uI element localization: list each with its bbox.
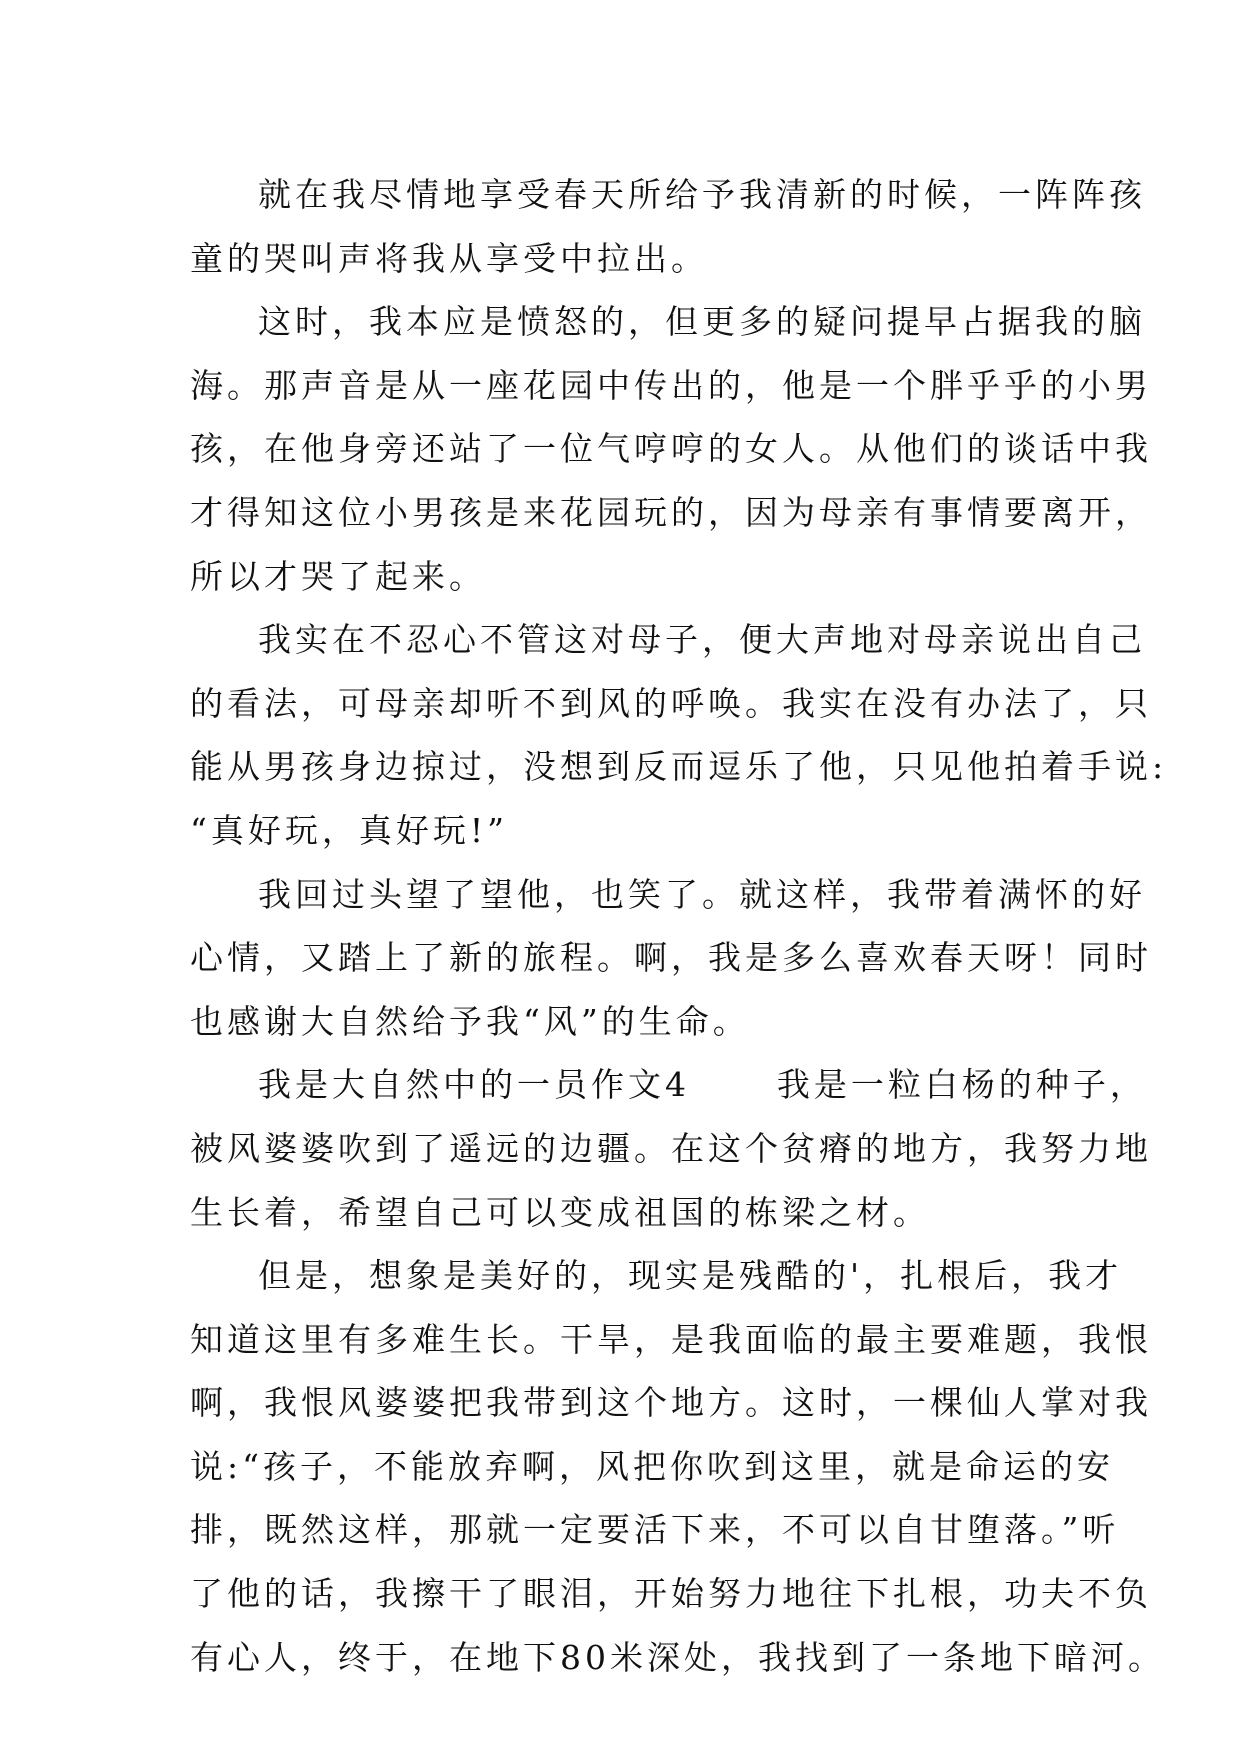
text-line: 心情，又踏上了新的旅程。啊，我是多么喜欢春天呀！同时 [190, 938, 1152, 978]
essay-body [190, 163, 1168, 1689]
text-line: 啊，我恨风婆婆把我带到这个地方。这时，一棵仙人掌对我 [190, 1383, 1152, 1423]
text-line: 我是大自然中的一员作文4 我是一粒白杨的种子， [258, 1065, 1147, 1105]
text-line: 就在我尽情地享受春天所给予我清新的时候，一阵阵孩 [258, 175, 1146, 214]
text-line: 说:“孩子，不能放弃啊，风把你吹到这里，就是命运的安 [190, 1446, 1114, 1486]
text-line: 被风婆婆吹到了遥远的边疆。在这个贫瘠的地方，我努力地 [190, 1128, 1152, 1168]
text-line: 知道这里有多难生长。干旱，是我面临的最主要难题，我恨 [190, 1319, 1152, 1359]
text-line: 所以才哭了起来。 [190, 556, 486, 596]
text-line: 也感谢大自然给予我“风”的生命。 [190, 1001, 750, 1041]
text-line: 海。那声音是从一座花园中传出的，他是一个胖乎乎的小男 [190, 365, 1152, 405]
text-line: 的看法，可母亲却听不到风的呼唤。我实在没有办法了，只 [190, 683, 1152, 723]
text-line: 能从男孩身边掠过，没想到反而逗乐了他，只见他拍着手说: [190, 747, 1168, 787]
text-line: 有心人，终于，在地下80米深处，我找到了一条地下暗河。 [190, 1637, 1165, 1677]
text-line: “真好玩，真好玩!” [190, 810, 509, 850]
text-line: 我实在不忍心不管这对母子，便大声地对母亲说出自己 [258, 620, 1146, 660]
text-line: 了他的话，我擦干了眼泪，开始努力地往下扎根，功夫不负 [190, 1574, 1152, 1614]
text-line: 但是，想象是美好的，现实是残酷的'，扎根后，我才 [258, 1256, 1123, 1296]
text-line: 这时，我本应是愤怒的，但更多的疑问提早占据我的脑 [258, 302, 1146, 342]
text-line: 我回过头望了望他，也笑了。就这样，我带着满怀的好 [258, 874, 1146, 914]
text-line: 才得知这位小男孩是来花园玩的，因为母亲有事情要离开， [190, 492, 1152, 532]
text-line: 生长着，希望自己可以变成祖国的栋梁之材。 [190, 1192, 930, 1232]
text-line: 排，既然这样，那就一定要活下来，不可以自甘堕落。”听 [190, 1510, 1120, 1550]
text-line: 孩，在他身旁还站了一位气哼哼的女人。从他们的谈话中我 [190, 429, 1152, 469]
text-line: 童的哭叫声将我从享受中拉出。 [190, 238, 708, 278]
